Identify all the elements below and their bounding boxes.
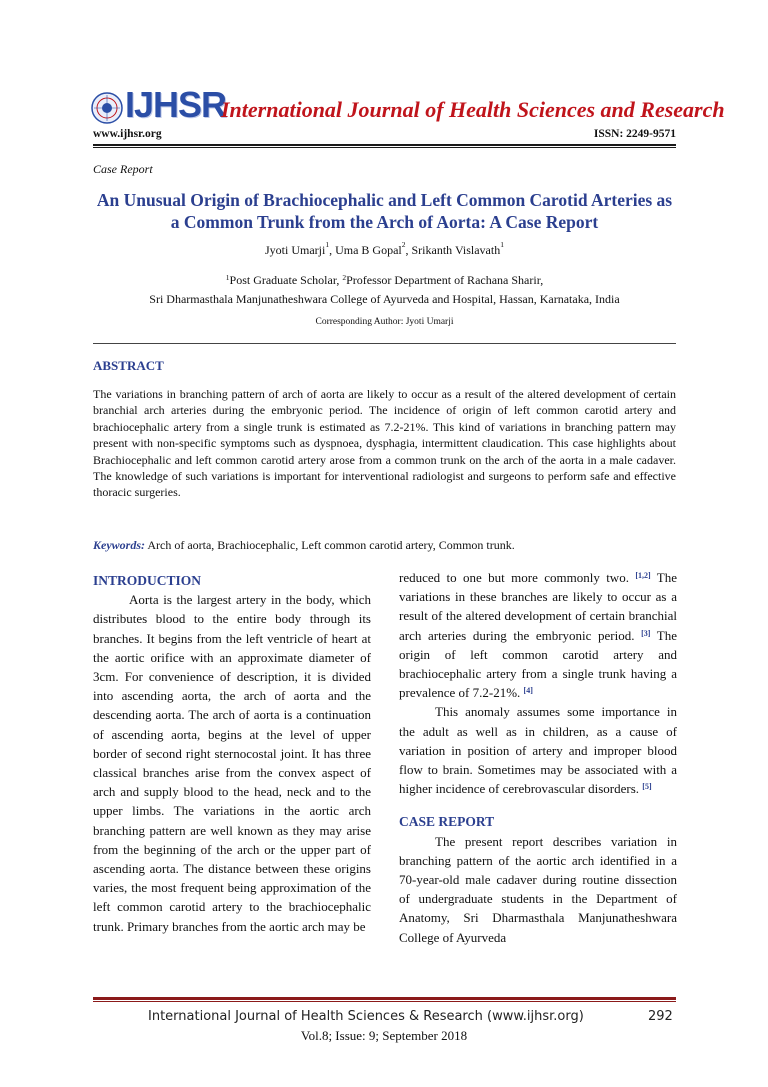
affiliations bbox=[93, 271, 676, 309]
affil-text: Professor Department of Rachana Sharir, bbox=[346, 273, 544, 287]
author-name: Uma B Gopal bbox=[335, 243, 402, 257]
case-report-paragraph: The present report describes variation in branching pattern of the aortic arch identified in a 70-year-old male cadaver during routine dissection of undergraduate students in the Department of Anatomy, Sri Dharmasthala Manjunatheshwara College of Ayurveda bbox=[399, 833, 677, 945]
keywords bbox=[93, 538, 676, 553]
corresponding-author: Corresponding Author: Jyoti Umarji bbox=[315, 317, 454, 327]
introduction-paragraph: Aorta is the largest artery in the body, which distributes blood to the entire body through its branches. It begins from the left ventricle of heart at the aortic orifice with an approximate diameter of 3cm. For convenience of description, it is divided into ascending aorta, the arch of aorta and the descending aorta. The arch of aorta is a continuation of ascending aorta, begins at the level of upper border of second right sternocostal joint. It has three classical branches arise from the convex aspect of arch and supply blood to the head, neck and to the upper limbs. The variations in the aortic arch branching pattern are well known as they may arise from the beginning of the arch or the upper part of ascending aorta. The distance between these origins varies, the most frequent being approximation of the left common carotid artery to the brachiocephalic trunk. Primary branches from the aortic arch may be bbox=[93, 592, 371, 934]
header-rule bbox=[93, 144, 676, 146]
author-affil-mark: 1 bbox=[500, 240, 504, 249]
affil-mark: 1 bbox=[225, 273, 230, 282]
article-title: An Unusual Origin of Brachiocephalic and Left Common Carotid Arteries as a Common Trunk from the Arch of Aorta: A Case Report bbox=[96, 190, 673, 232]
footer-issue: Vol.8; Issue: 9; September 2018 bbox=[300, 1028, 468, 1043]
citation-ref[interactable]: [5] bbox=[642, 782, 652, 792]
citation-ref[interactable]: [4] bbox=[523, 686, 533, 696]
journal-logo-text: IJHSR bbox=[125, 84, 227, 125]
citation-ref[interactable]: [3] bbox=[641, 628, 651, 638]
section-divider bbox=[93, 343, 676, 344]
keywords-text: Arch of aorta, Brachiocephalic, Left common carotid artery, Common trunk. bbox=[145, 538, 515, 552]
keywords-label: Keywords: bbox=[93, 538, 145, 552]
header-rule-thin bbox=[93, 147, 676, 148]
column-left bbox=[93, 571, 371, 936]
column-right bbox=[399, 568, 677, 947]
author-affil-mark: 1 bbox=[325, 240, 330, 249]
footer-rule-thin bbox=[93, 1001, 676, 1002]
case-report-heading: CASE REPORT bbox=[399, 814, 495, 830]
author-name: Jyoti Umarji bbox=[265, 243, 326, 257]
introduction-continuation: reduced to one but more commonly two. [1,2] The variations in these branches are likely to occur as a result of the altered development of certain branchial arch arteries during the embryonic period. [3] The origin of left common carotid artery and brachiocephalic artery from a single trunk having a prevalence of 7.2-21%. [4] bbox=[399, 570, 677, 701]
introduction-paragraph-2: This anomaly assumes some importance in the adult as well as in children, as a cause of variation in position of artery and improper blood flow to brain. Sometimes may be associated with a higher incidence of cerebrovascular disorders. [5] bbox=[399, 704, 677, 797]
journal-issn: ISSN: 2249-9571 bbox=[593, 128, 676, 140]
author-name: Srikanth Vislavath bbox=[411, 243, 501, 257]
journal-seal-icon bbox=[91, 92, 123, 124]
affil-mark: 2 bbox=[342, 273, 347, 282]
abstract-heading: ABSTRACT bbox=[93, 358, 164, 373]
journal-website[interactable]: www.ijhsr.org bbox=[93, 128, 162, 140]
citation-ref[interactable]: [1,2] bbox=[635, 571, 651, 580]
introduction-heading: INTRODUCTION bbox=[93, 573, 202, 588]
author-affil-mark: 2 bbox=[401, 240, 406, 249]
affil-institution: Sri Dharmasthala Manjunatheshwara College of Ayurveda and Hospital, Hassan, Karnataka, India bbox=[149, 292, 620, 306]
article-type: Case Report bbox=[93, 162, 153, 176]
footer-rule bbox=[93, 997, 676, 1000]
affil-text: Post Graduate Scholar, bbox=[229, 273, 343, 287]
footer-journal: International Journal of Health Sciences & Research (www.ijhsr.org) bbox=[148, 1009, 584, 1024]
journal-name: International Journal of Health Sciences and Research bbox=[221, 97, 725, 122]
page-number: 292 bbox=[648, 1009, 673, 1024]
abstract-text: The variations in branching pattern of arch of aorta are likely to occur as a result of the altered development of certain branchial arch arteries during the embryonic period. The incidence of origin of left common carotid artery and brachiocephalic artery from a single trunk is estimated as 7.2-21%. This kind of variations in branching pattern may present with non-specific symptoms such as dyspnoea, dysphagia, intermittent claudication. This case highlights about Brachiocephalic and left common carotid artery arose from a common trunk on the arch of the aorta in a male cadaver. The knowledge of such variations is important for interventional radiologist and surgeons to perform safe and effective thoracic surgeries. bbox=[93, 387, 676, 500]
author-list: Jyoti Umarji$^1$, Uma B Gopal$^2$, Srikanth Vislavath$^1$ bbox=[265, 240, 504, 257]
